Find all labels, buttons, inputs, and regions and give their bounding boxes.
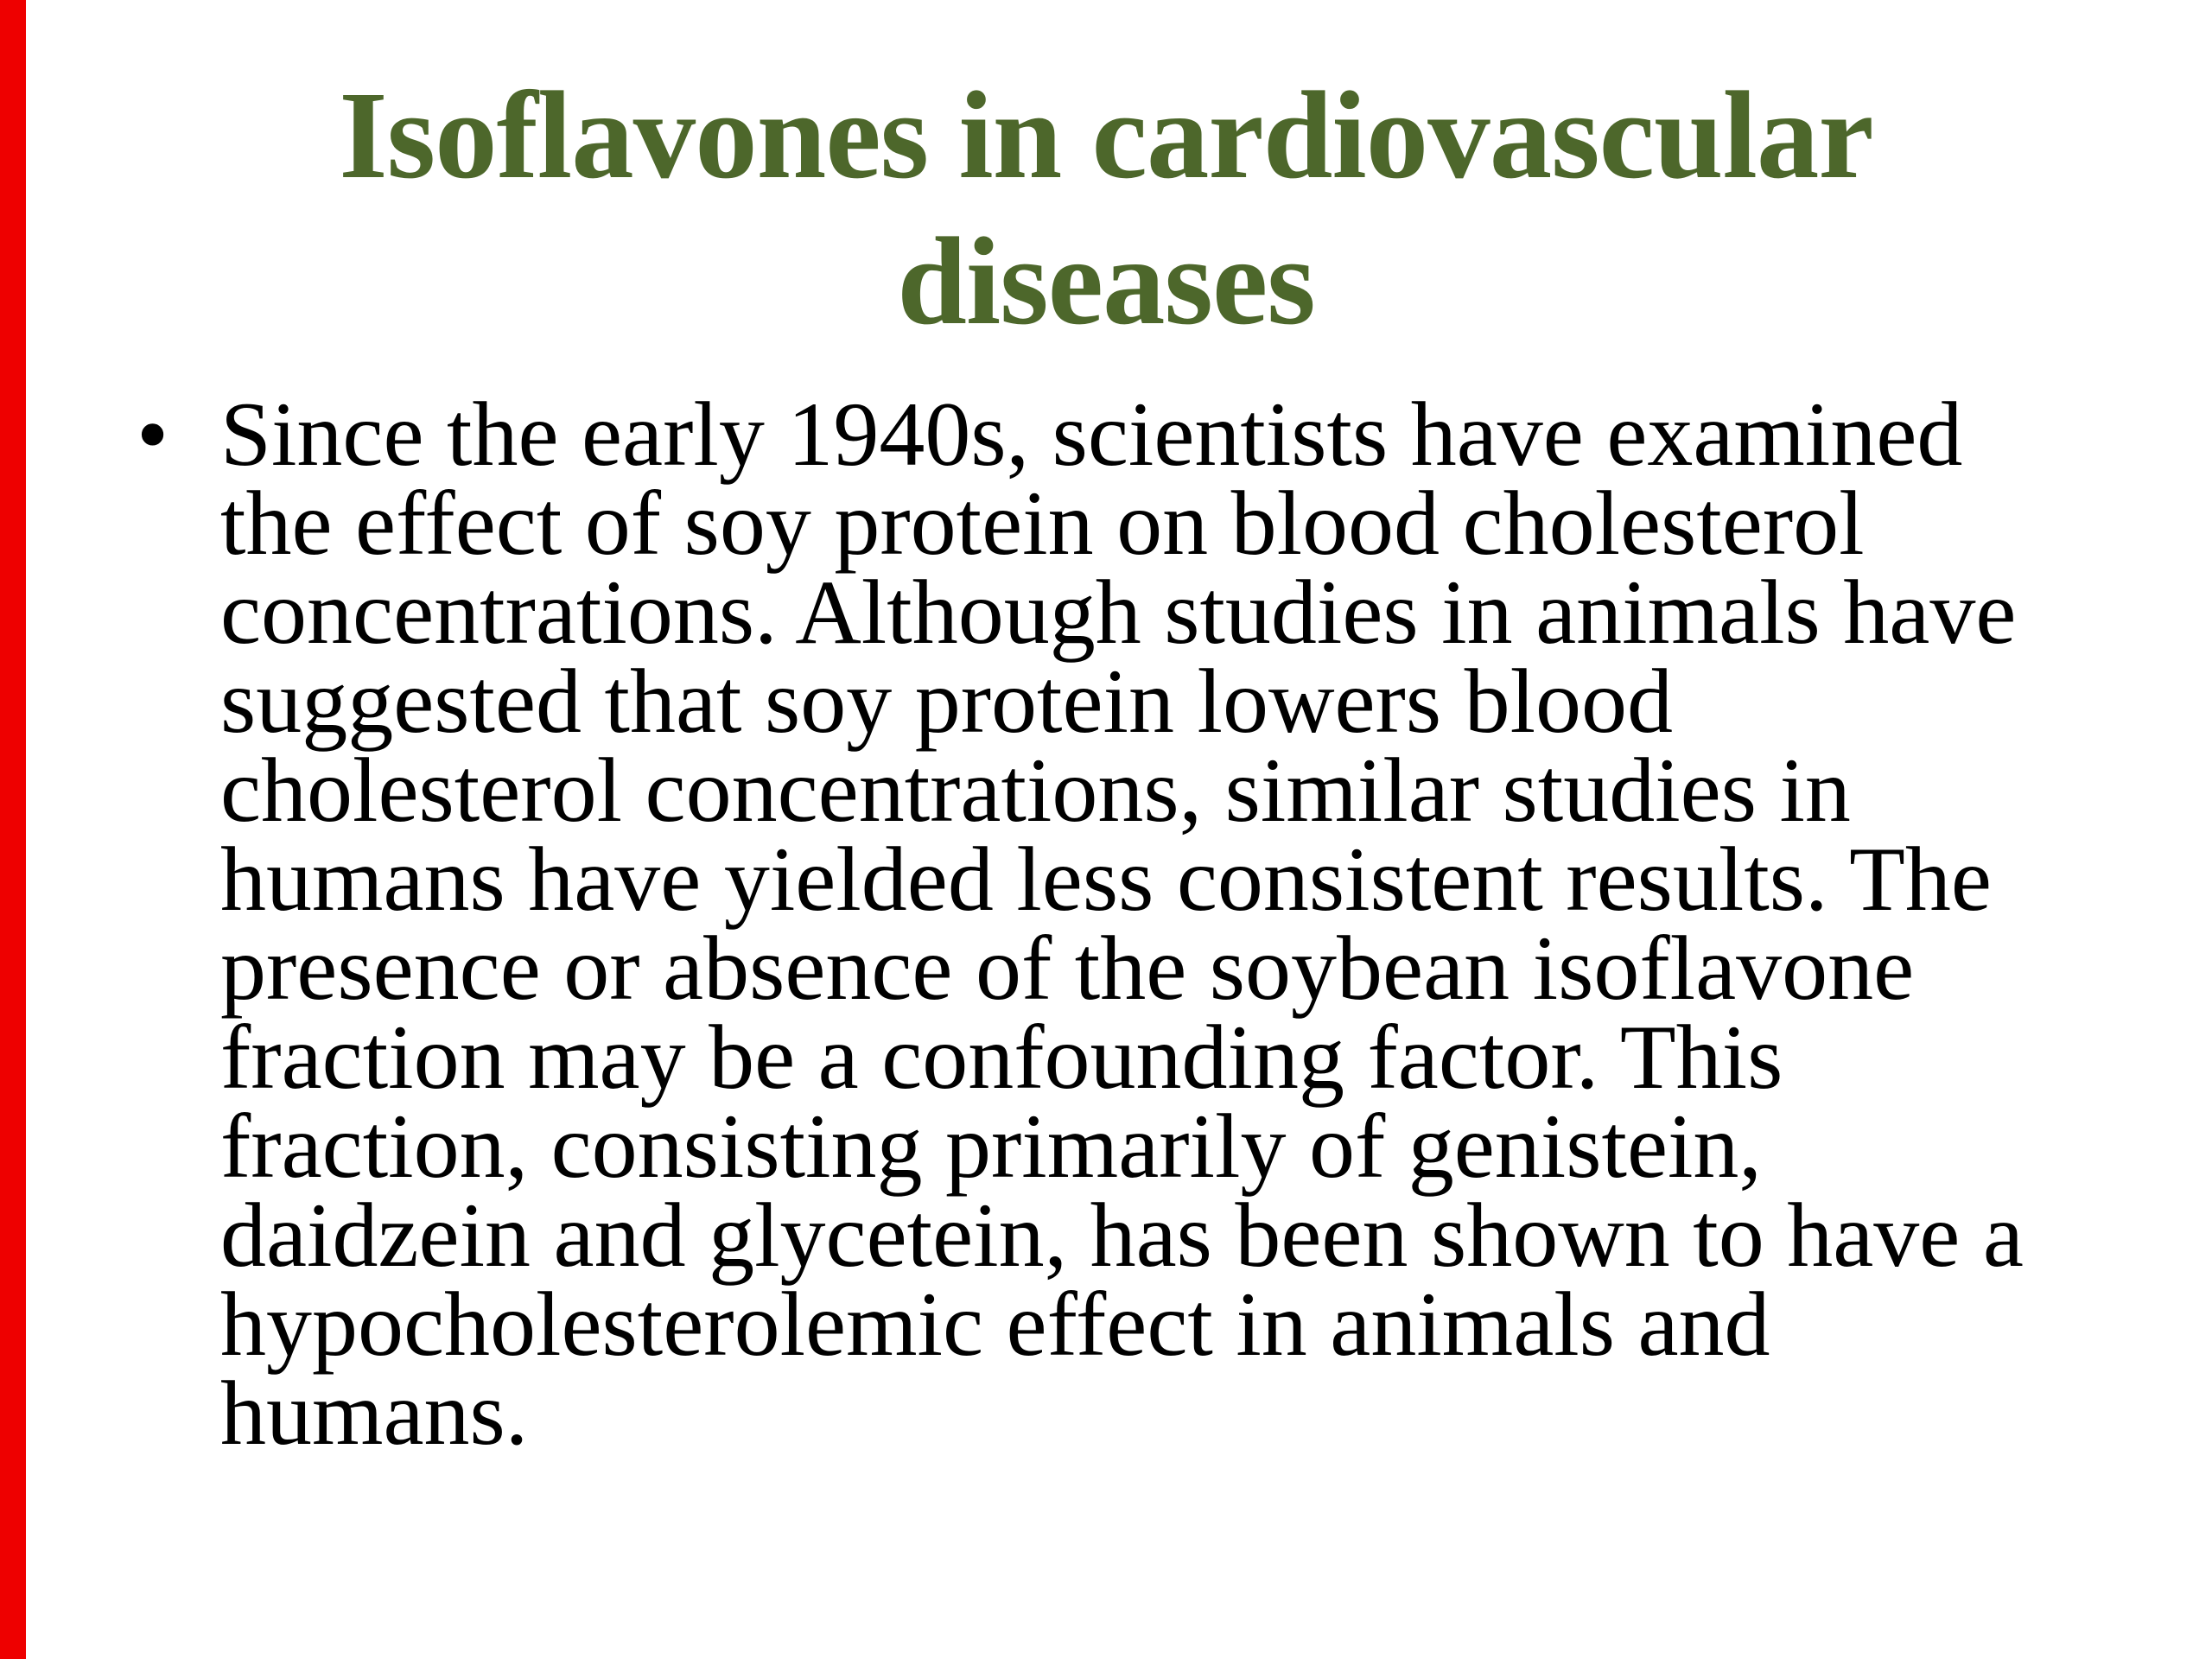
body-line: daidzein and glycetein, has been shown to have a (220, 1185, 2024, 1286)
body-line: concentrations. Although studies in animals have (220, 562, 2017, 663)
body-line: presence or absence of the soybean isoflavone (220, 918, 1915, 1019)
body-line: suggested that soy protein lowers blood (220, 651, 1674, 752)
body-line: humans. (220, 1363, 529, 1464)
body-line: cholesterol concentrations, similar studies in (220, 740, 1851, 841)
slide-title (0, 63, 2212, 355)
body-line: Since the early 1940s, scientists have examined (220, 384, 1963, 485)
body-line: the effect of soy protein on blood cholesterol (220, 473, 1865, 574)
title-line-1: Isoflavones in cardiovascular (339, 67, 1873, 205)
body-line: humans have yielded less consistent results. The (220, 829, 1992, 930)
body-line: fraction, consisting primarily of genistein, (220, 1096, 1762, 1197)
title-line-2: diseases (897, 213, 1315, 351)
bullet-paragraph (220, 384, 2139, 1464)
body-line: fraction may be a confounding factor. This (220, 1007, 1783, 1108)
body-line: hypocholesterolemic effect in animals and (220, 1274, 1770, 1375)
bullet-marker: • (137, 384, 169, 485)
